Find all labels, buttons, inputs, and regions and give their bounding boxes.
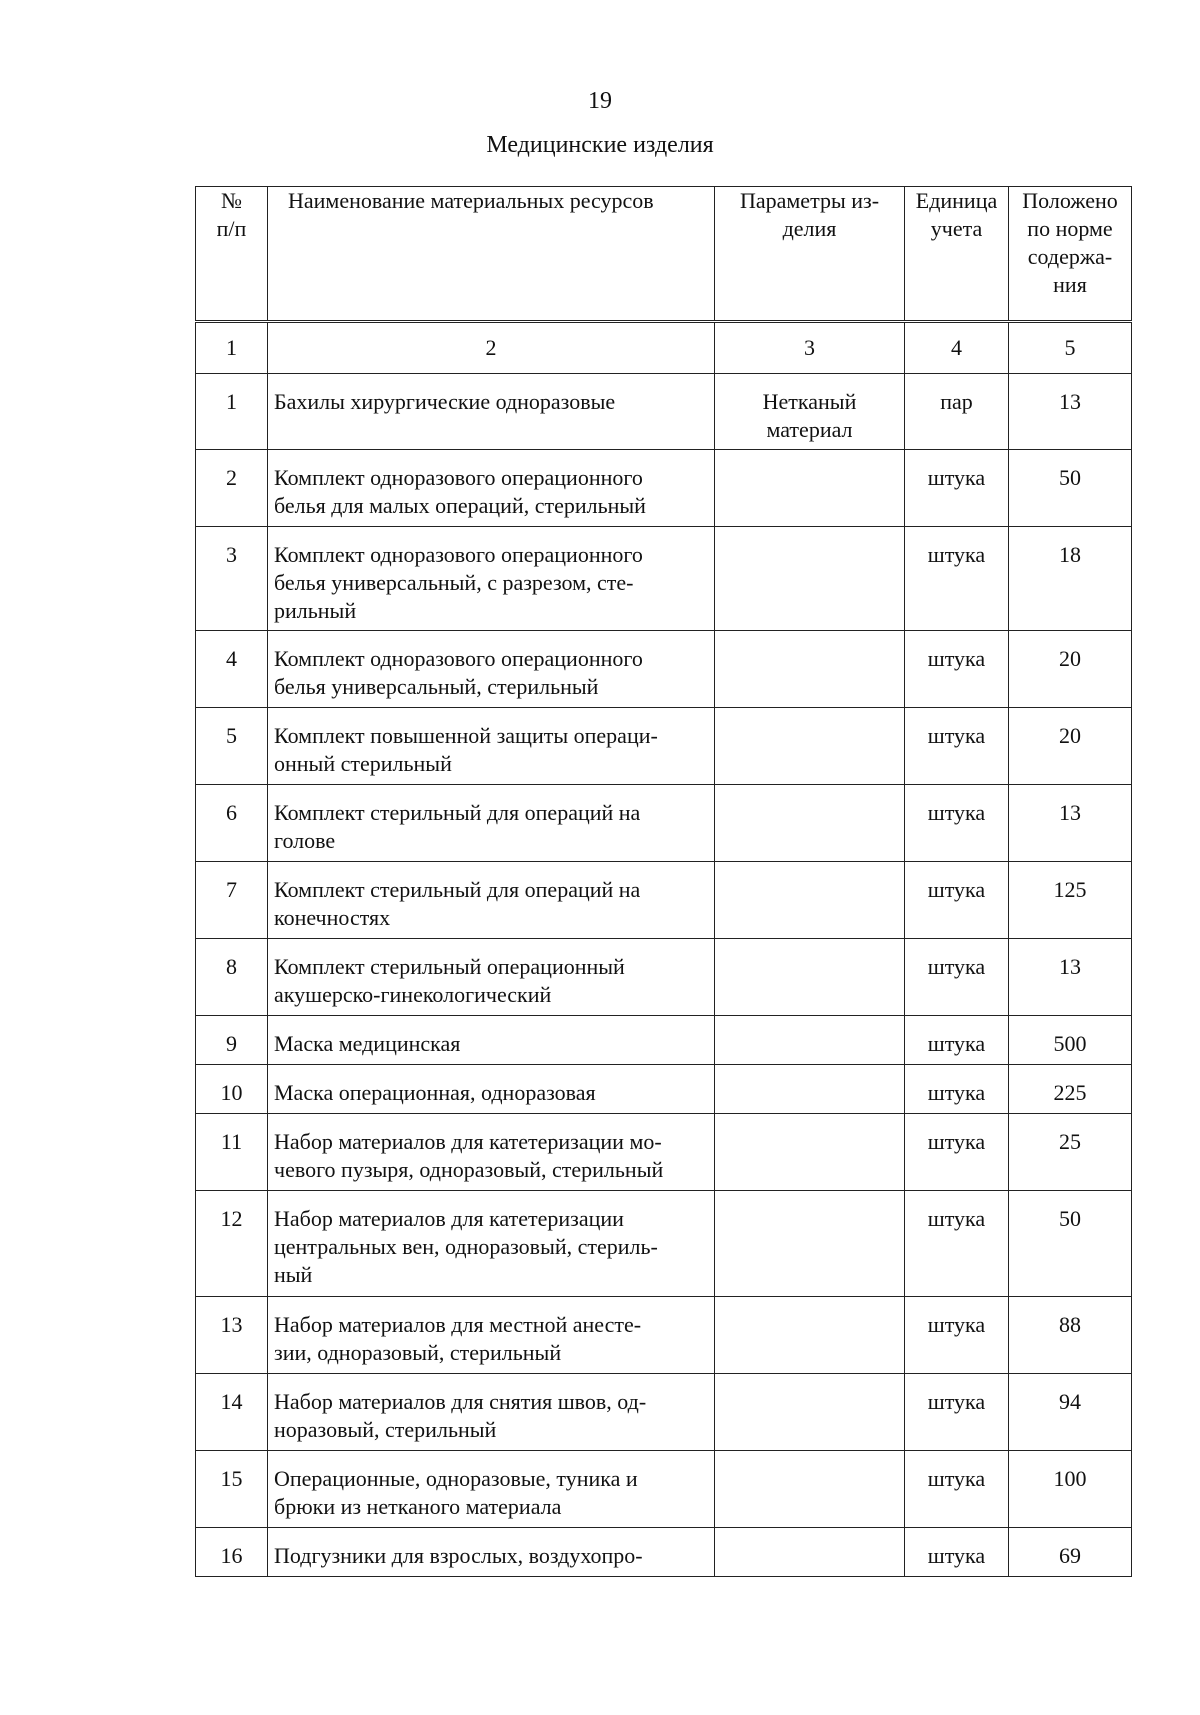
row-name-line: Комплект стерильный для операций на (274, 800, 641, 825)
header-params-line: делия (782, 216, 837, 241)
row-name (268, 450, 715, 527)
header-norm-line: Положено (1022, 188, 1118, 213)
row-name-line: Набор материалов для катетеризации мо- (274, 1129, 662, 1154)
table-row (196, 785, 1132, 862)
row-name-line: норазовый, стерильный (274, 1417, 497, 1442)
row-name-line: Комплект стерильный для операций на (274, 877, 641, 902)
row-name-line: Комплект одноразового операционного (274, 542, 643, 567)
row-params (715, 450, 905, 527)
row-number: 14 (196, 1374, 268, 1451)
row-params (715, 1528, 905, 1577)
row-quantity: 13 (1009, 785, 1132, 862)
row-name-line: акушерско-гинекологический (274, 982, 552, 1007)
row-number: 9 (196, 1016, 268, 1065)
row-quantity: 94 (1009, 1374, 1132, 1451)
header-number-line: № (221, 188, 242, 213)
row-params (715, 785, 905, 862)
column-number: 1 (196, 322, 268, 374)
row-params-line: материал (766, 417, 853, 442)
row-number: 5 (196, 708, 268, 785)
row-params (715, 1451, 905, 1528)
table-row (196, 1374, 1132, 1451)
row-name (268, 1374, 715, 1451)
table-row (196, 1016, 1132, 1065)
row-params (715, 939, 905, 1016)
row-name (268, 527, 715, 631)
row-name-line: Маска операционная, одноразовая (274, 1080, 596, 1105)
row-number: 6 (196, 785, 268, 862)
row-name (268, 1065, 715, 1114)
row-quantity: 18 (1009, 527, 1132, 631)
row-params (715, 1191, 905, 1297)
row-number: 4 (196, 631, 268, 708)
row-number: 13 (196, 1297, 268, 1374)
row-name-line: белья для малых операций, стерильный (274, 493, 646, 518)
row-quantity: 50 (1009, 450, 1132, 527)
row-name-line: ный (274, 1262, 313, 1287)
row-quantity: 13 (1009, 939, 1132, 1016)
row-name (268, 1191, 715, 1297)
table-row (196, 527, 1132, 631)
table-row (196, 1297, 1132, 1374)
row-name-line: Бахилы хирургические одноразовые (274, 389, 616, 414)
row-name (268, 1528, 715, 1577)
row-name-line: Маска медицинская (274, 1031, 461, 1056)
header-unit-line: Единица (915, 188, 998, 213)
row-params (715, 1065, 905, 1114)
header-row (196, 187, 1132, 322)
row-unit: пар (905, 374, 1009, 450)
row-params (715, 1114, 905, 1191)
header-number-line: п/п (216, 216, 247, 241)
row-unit: штука (905, 1114, 1009, 1191)
column-number: 5 (1009, 322, 1132, 374)
header-unit-line: учета (930, 216, 983, 241)
row-name (268, 1297, 715, 1374)
row-unit: штука (905, 1451, 1009, 1528)
row-number: 3 (196, 527, 268, 631)
row-name (268, 1451, 715, 1528)
column-number: 4 (905, 322, 1009, 374)
row-name-line: белья универсальный, с разрезом, сте- (274, 570, 634, 595)
header-norm (1009, 187, 1132, 322)
table-row (196, 708, 1132, 785)
row-name-line: Набор материалов для местной анесте- (274, 1312, 642, 1337)
row-name-line: Набор материалов для снятия швов, од- (274, 1389, 647, 1414)
row-name-line: брюки из нетканого материала (274, 1494, 562, 1519)
table-row (196, 1528, 1132, 1577)
row-unit: штука (905, 1065, 1009, 1114)
row-name-line: Операционные, одноразовые, туника и (274, 1466, 638, 1491)
row-params (715, 1016, 905, 1065)
row-name (268, 631, 715, 708)
row-name (268, 708, 715, 785)
table-body (196, 374, 1132, 1577)
table-row (196, 862, 1132, 939)
row-unit: штука (905, 1016, 1009, 1065)
column-numbers-row (196, 322, 1132, 374)
row-number: 16 (196, 1528, 268, 1577)
column-number: 2 (268, 322, 715, 374)
table-row (196, 1191, 1132, 1297)
row-unit: штука (905, 1297, 1009, 1374)
row-name (268, 1016, 715, 1065)
row-name-line: чевого пузыря, одноразовый, стерильный (274, 1157, 664, 1182)
row-params-line: Нетканый (762, 389, 857, 414)
row-params (715, 374, 905, 450)
row-params (715, 527, 905, 631)
row-number: 12 (196, 1191, 268, 1297)
row-params (715, 708, 905, 785)
row-quantity: 20 (1009, 708, 1132, 785)
row-name-line: белья универсальный, стерильный (274, 674, 599, 699)
row-unit: штука (905, 862, 1009, 939)
row-quantity: 20 (1009, 631, 1132, 708)
table-row (196, 1451, 1132, 1528)
row-number: 1 (196, 374, 268, 450)
row-name-line: Комплект повышенной защиты операци- (274, 723, 658, 748)
header-params (715, 187, 905, 322)
row-quantity: 50 (1009, 1191, 1132, 1297)
table-row (196, 450, 1132, 527)
row-unit: штука (905, 631, 1009, 708)
resources-table (195, 186, 1132, 1577)
header-norm-line: содержа- (1027, 244, 1113, 269)
row-number: 11 (196, 1114, 268, 1191)
row-name (268, 785, 715, 862)
row-name-line: Комплект стерильный операционный (274, 954, 625, 979)
row-quantity: 25 (1009, 1114, 1132, 1191)
row-name-line: зии, одноразовый, стерильный (274, 1340, 562, 1365)
row-quantity: 500 (1009, 1016, 1132, 1065)
header-name: Наименование материальных ресурсов (268, 187, 715, 322)
table-row (196, 939, 1132, 1016)
row-params (715, 1374, 905, 1451)
page-number: 19 (588, 88, 612, 114)
row-unit: штука (905, 785, 1009, 862)
row-unit: штука (905, 1374, 1009, 1451)
row-number: 7 (196, 862, 268, 939)
row-name (268, 939, 715, 1016)
row-name-line: онный стерильный (274, 751, 452, 776)
row-params (715, 862, 905, 939)
row-number: 10 (196, 1065, 268, 1114)
row-quantity: 88 (1009, 1297, 1132, 1374)
row-number: 15 (196, 1451, 268, 1528)
header-norm-line: по норме (1027, 216, 1113, 241)
column-number: 3 (715, 322, 905, 374)
row-name-line: конечностях (274, 905, 391, 930)
row-name-line: голове (274, 828, 336, 853)
row-number: 2 (196, 450, 268, 527)
document-title: Медицинские изделия (486, 132, 714, 158)
row-unit: штука (905, 1528, 1009, 1577)
table-row (196, 631, 1132, 708)
header-norm-line: ния (1053, 272, 1087, 297)
header-unit (905, 187, 1009, 322)
row-unit: штука (905, 527, 1009, 631)
row-name (268, 862, 715, 939)
row-unit: штука (905, 708, 1009, 785)
table-row (196, 1114, 1132, 1191)
row-name-line: Набор материалов для катетеризации (274, 1206, 624, 1231)
row-name (268, 374, 715, 450)
row-quantity: 100 (1009, 1451, 1132, 1528)
row-name-line: Комплект одноразового операционного (274, 646, 643, 671)
row-name-line: рильный (274, 598, 357, 623)
row-params (715, 1297, 905, 1374)
header-number (196, 187, 268, 322)
row-unit: штука (905, 1191, 1009, 1297)
row-quantity: 225 (1009, 1065, 1132, 1114)
row-number: 8 (196, 939, 268, 1016)
header-params-line: Параметры из- (739, 188, 880, 213)
row-params (715, 631, 905, 708)
row-name-line: Комплект одноразового операционного (274, 465, 643, 490)
row-quantity: 125 (1009, 862, 1132, 939)
row-name (268, 1114, 715, 1191)
table-row (196, 1065, 1132, 1114)
row-quantity: 13 (1009, 374, 1132, 450)
row-name-line: центральных вен, одноразовый, стериль- (274, 1234, 658, 1259)
table-row (196, 374, 1132, 450)
row-unit: штука (905, 450, 1009, 527)
row-unit: штука (905, 939, 1009, 1016)
row-name-line: Подгузники для взрослых, воздухопро- (274, 1543, 643, 1568)
row-quantity: 69 (1009, 1528, 1132, 1577)
